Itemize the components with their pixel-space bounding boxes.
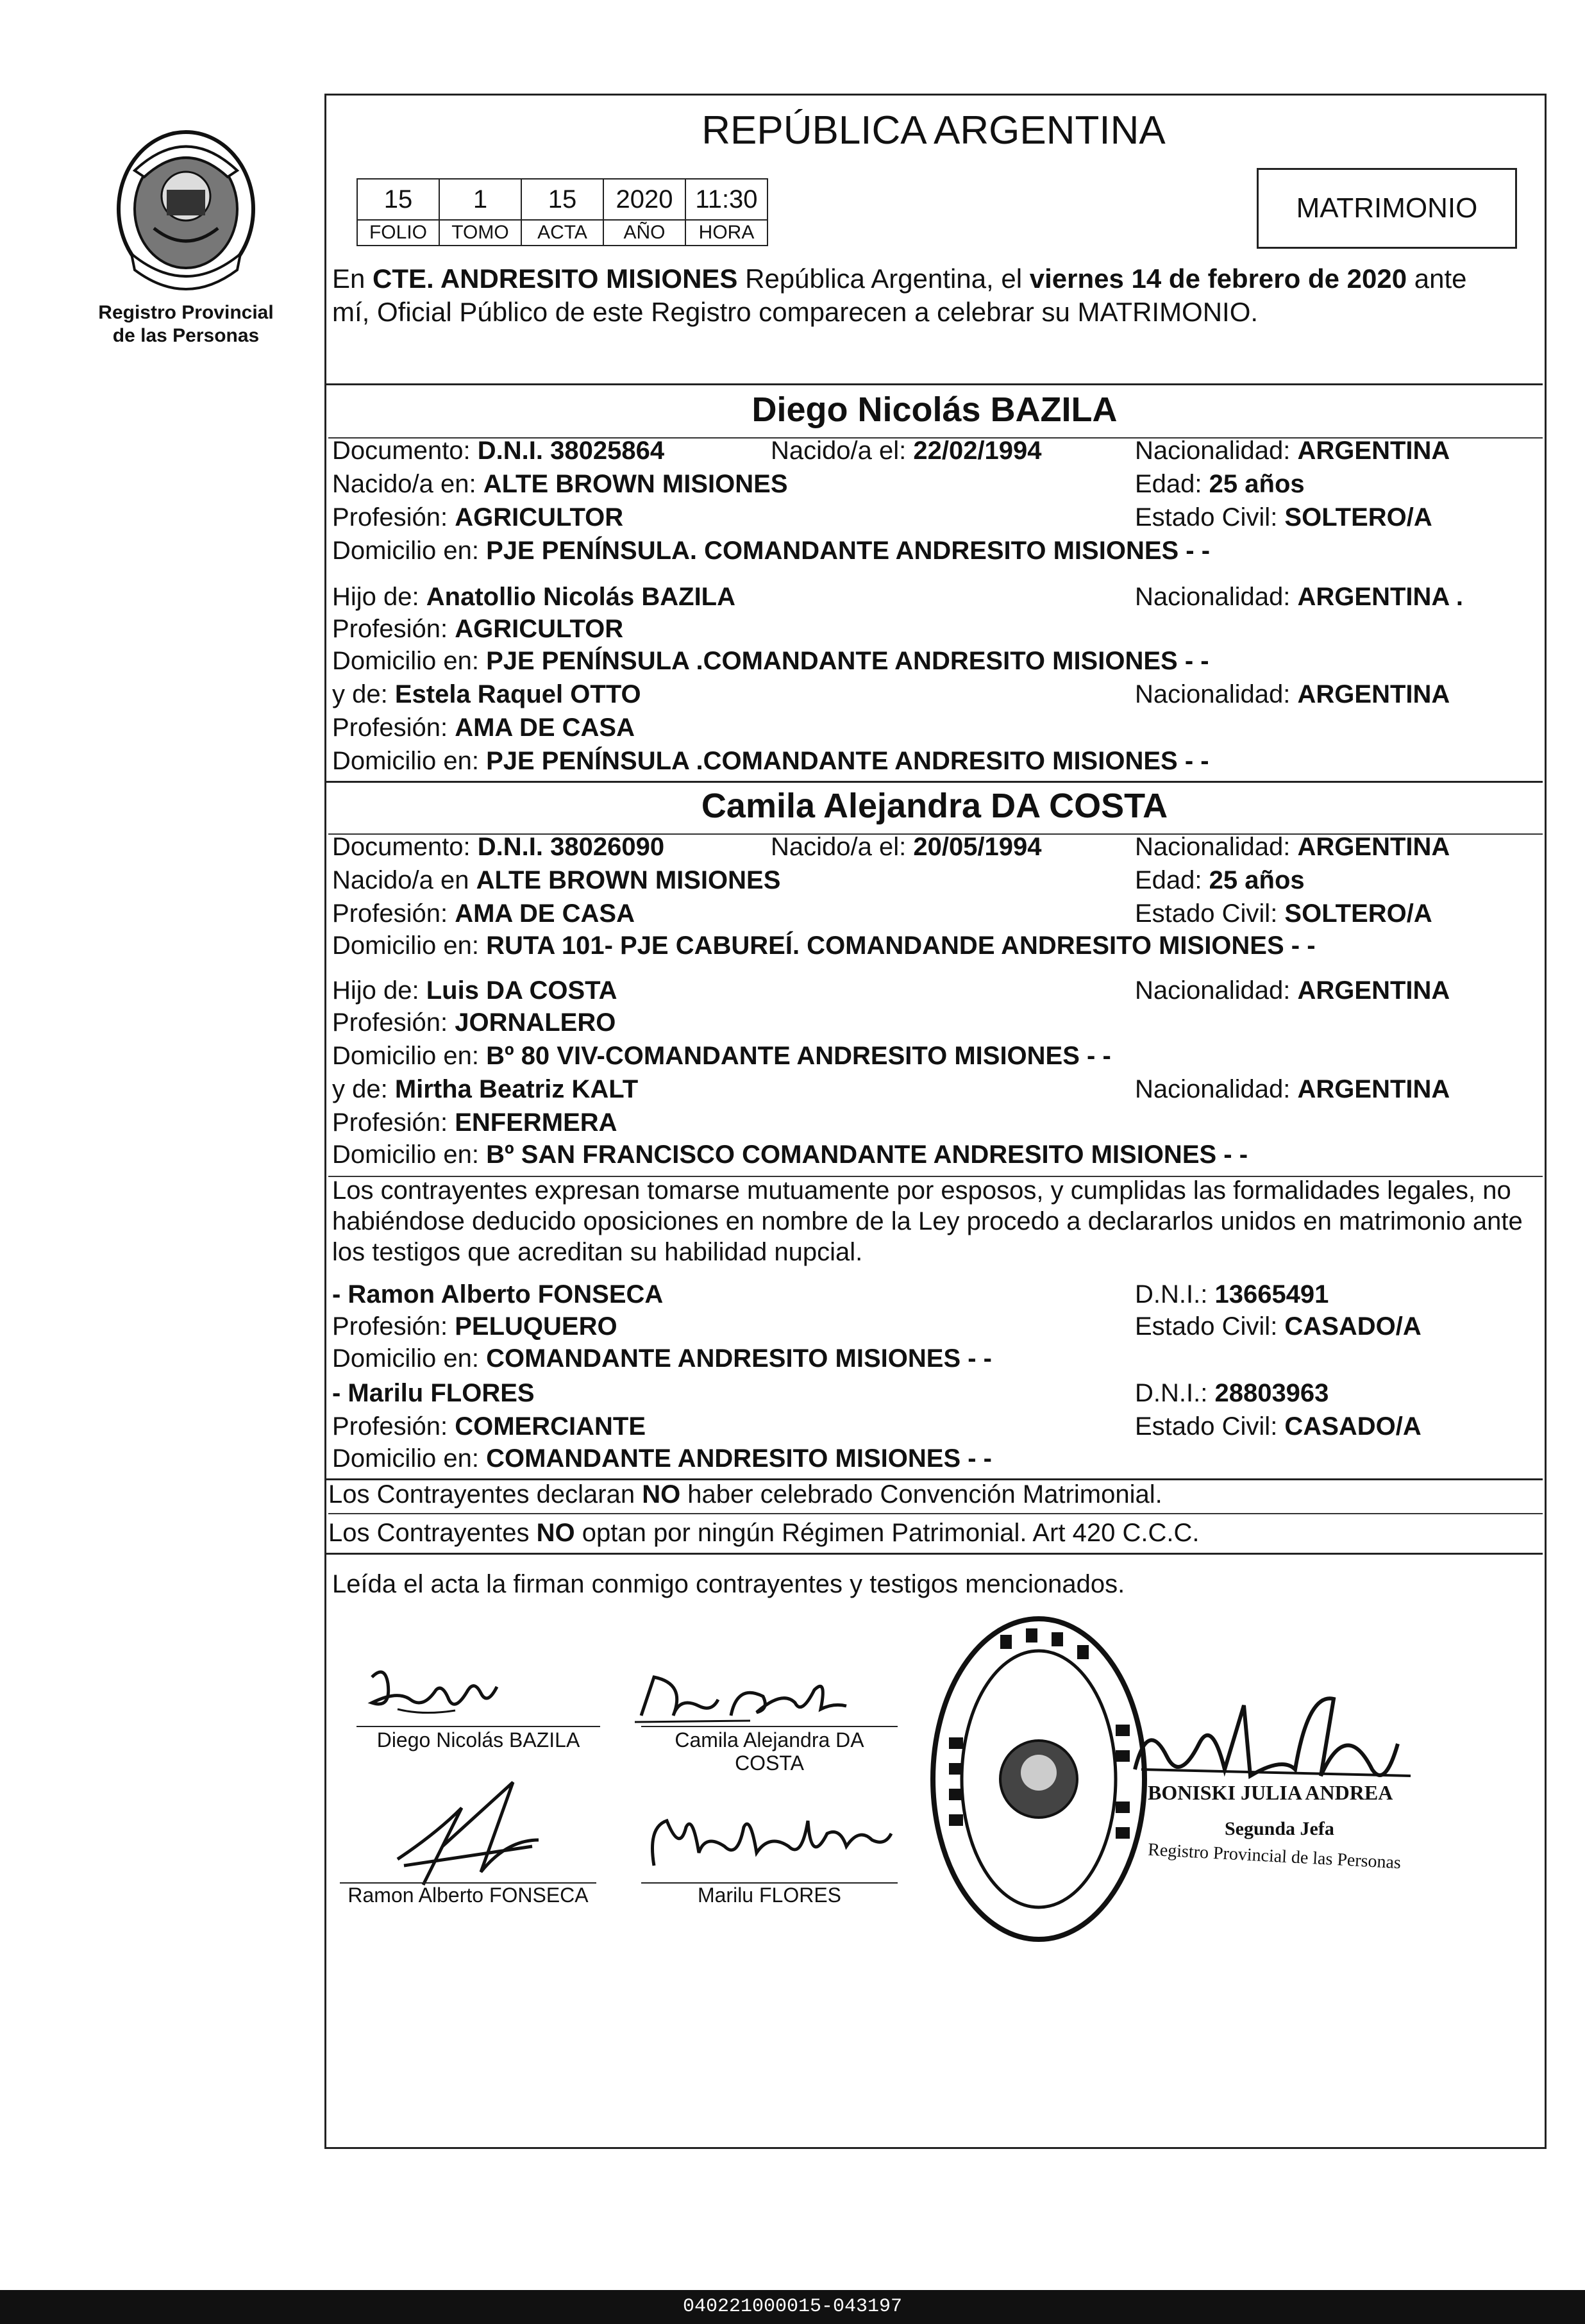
spouse2-mother: y de: Mirtha Beatriz KALT <box>332 1075 639 1103</box>
acta-value: 15 <box>521 179 603 220</box>
spouse2-profesion: Profesión: AMA DE CASA <box>332 899 635 928</box>
misiones-seal-icon <box>109 126 263 292</box>
spouse1-mother-domicilio: Domicilio en: PJE PENÍNSULA .COMANDANTE ANDRESITO MISIONES - - <box>332 747 1209 775</box>
spouse2-mother-nacionalidad: Nacionalidad: ARGENTINA <box>1135 1075 1450 1103</box>
spouse2-nacido-el: Nacido/a el: 20/05/1994 <box>771 833 1042 861</box>
spouse1-nacionalidad: Nacionalidad: ARGENTINA <box>1135 437 1450 465</box>
witness1-domicilio: Domicilio en: COMANDANTE ANDRESITO MISIONES - - <box>332 1344 992 1373</box>
spouse1-domicilio: Domicilio en: PJE PENÍNSULA. COMANDANTE ANDRESITO MISIONES - - <box>332 537 1211 565</box>
witness2-domicilio: Domicilio en: COMANDANTE ANDRESITO MISIONES - - <box>332 1444 992 1473</box>
tomo-label: TOMO <box>439 220 521 246</box>
intro-line-2: mí, Oficial Público de este Registro comparecen a celebrar su MATRIMONIO. <box>332 297 1259 327</box>
folio-value: 15 <box>357 179 439 220</box>
official-stamp-icon <box>923 1609 1154 1949</box>
intro-date: viernes 14 de febrero de 2020 <box>1029 263 1407 294</box>
witness1-name: - Ramon Alberto FONSECA <box>332 1280 664 1308</box>
spouse2-nacionalidad: Nacionalidad: ARGENTINA <box>1135 833 1450 861</box>
signature-label-camila: Camila Alejandra DA COSTA <box>675 1728 864 1775</box>
witness1-dni: D.N.I.: 13665491 <box>1135 1280 1329 1308</box>
folio-label: FOLIO <box>357 220 439 246</box>
spouse1-documento: Documento: D.N.I. 38025864 <box>332 437 665 465</box>
signature-ramon-icon <box>385 1769 551 1898</box>
signature-label-diego: Diego Nicolás BAZILA <box>376 1728 580 1751</box>
witness2-dni: D.N.I.: 28803963 <box>1135 1379 1329 1407</box>
spouse2-mother-profesion: Profesión: ENFERMERA <box>332 1108 617 1137</box>
spouse2-father-domicilio: Domicilio en: Bº 80 VIV-COMANDANTE ANDRESITO MISIONES - - <box>332 1042 1111 1070</box>
spouse1-name: Diego Nicolás BAZILA <box>751 390 1118 429</box>
spouse1-mother: y de: Estela Raquel OTTO <box>332 680 641 708</box>
anio-value: 2020 <box>603 179 685 220</box>
spouse2-father-profesion: Profesión: JORNALERO <box>332 1008 616 1037</box>
spouse1-father-nacionalidad: Nacionalidad: ARGENTINA . <box>1135 583 1464 611</box>
hora-value: 11:30 <box>685 179 767 220</box>
spouse1-mother-nacionalidad: Nacionalidad: ARGENTINA <box>1135 680 1450 708</box>
tomo-value: 1 <box>439 179 521 220</box>
convention-line-2: Los Contrayentes NO optan por ningún Régimen Patrimonial. Art 420 C.C.C. <box>328 1519 1200 1547</box>
act-type: MATRIMONIO <box>1296 192 1478 224</box>
footer-code: 040221000015-043197 <box>0 2290 1585 2324</box>
country-title: REPÚBLICA ARGENTINA <box>701 108 1166 153</box>
signature-label-marilu: Marilu FLORES <box>697 1884 842 1907</box>
acta-label: ACTA <box>521 220 603 246</box>
anio-label: AÑO <box>603 220 685 246</box>
declaration-line-2: habiéndose deducido oposiciones en nombre de la Ley procedo a declararlos unidos en matrimonio ante <box>332 1207 1523 1235</box>
hora-label: HORA <box>685 220 767 246</box>
signature-line <box>356 1726 600 1727</box>
spouse2-nacido-en: Nacido/a en ALTE BROWN MISIONES <box>332 866 781 894</box>
witness2-estado-civil: Estado Civil: CASADO/A <box>1135 1412 1421 1441</box>
spouse2-father: Hijo de: Luis DA COSTA <box>332 976 617 1005</box>
divider <box>324 1553 1543 1555</box>
divider <box>324 781 1543 783</box>
signature-diego-icon <box>359 1664 526 1722</box>
signature-marilu-icon <box>641 1802 898 1878</box>
closing-statement: Leída el acta la firman conmigo contrayentes y testigos mencionados. <box>332 1570 1125 1598</box>
spouse1-profesion: Profesión: AGRICULTOR <box>332 503 624 531</box>
signature-camila-icon <box>635 1671 866 1728</box>
spouse2-estado-civil: Estado Civil: SOLTERO/A <box>1135 899 1432 928</box>
divider <box>324 383 1543 385</box>
signature-label-ramon: Ramon Alberto FONSECA <box>348 1884 589 1907</box>
signature-line <box>641 1726 898 1727</box>
intro-line-1: En CTE. ANDRESITO MISIONES República Argentina, el viernes 14 de febrero de 2020 ante <box>332 263 1467 294</box>
spouse1-mother-profesion: Profesión: AMA DE CASA <box>332 714 635 742</box>
witness2-profesion: Profesión: COMERCIANTE <box>332 1412 646 1441</box>
spouse1-edad: Edad: 25 años <box>1135 470 1305 498</box>
spouse2-name: Camila Alejandra DA COSTA <box>701 787 1168 825</box>
registry-name: Registro Provincial de las Personas <box>98 302 274 346</box>
spouse1-estado-civil: Estado Civil: SOLTERO/A <box>1135 503 1432 531</box>
registry-logo <box>109 126 263 292</box>
spouse2-edad: Edad: 25 años <box>1135 866 1305 894</box>
declaration-line-1: Los contrayentes expresan tomarse mutuamente por esposos, y cumplidas las formalidades legales, no <box>332 1176 1511 1205</box>
officer-office: Registro Provincial de las Personas <box>1147 1839 1402 1873</box>
record-table <box>356 178 768 246</box>
spouse2-documento: Documento: D.N.I. 38026090 <box>332 833 665 861</box>
spouse1-father-domicilio: Domicilio en: PJE PENÍNSULA .COMANDANTE ANDRESITO MISIONES - - <box>332 647 1209 675</box>
spouse2-father-nacionalidad: Nacionalidad: ARGENTINA <box>1135 976 1450 1005</box>
spouse1-nacido-el: Nacido/a el: 22/02/1994 <box>771 437 1042 465</box>
spouse1-father-profesion: Profesión: AGRICULTOR <box>332 615 624 643</box>
act-type-box <box>1257 168 1517 249</box>
divider <box>328 1513 1543 1514</box>
spouse1-father: Hijo de: Anatollio Nicolás BAZILA <box>332 583 735 611</box>
witness1-estado-civil: Estado Civil: CASADO/A <box>1135 1312 1421 1341</box>
declaration-line-3: los testigos que acreditan su habilidad nupcial. <box>332 1238 863 1266</box>
witness1-profesion: Profesión: PELUQUERO <box>332 1312 617 1341</box>
officer-name: BONISKI JULIA ANDREA <box>1148 1781 1393 1804</box>
spouse2-mother-domicilio: Domicilio en: Bº SAN FRANCISCO COMANDANTE ANDRESITO MISIONES - - <box>332 1141 1248 1169</box>
witness2-name: - Marilu FLORES <box>332 1379 535 1407</box>
convention-line-1: Los Contrayentes declaran NO haber celebrado Convención Matrimonial. <box>328 1480 1162 1509</box>
intro-place: CTE. ANDRESITO MISIONES <box>373 263 738 294</box>
spouse1-nacido-en: Nacido/a en: ALTE BROWN MISIONES <box>332 470 788 498</box>
officer-role: Segunda Jefa <box>1225 1818 1334 1839</box>
spouse2-domicilio: Domicilio en: RUTA 101- PJE CABUREÍ. COMANDANDE ANDRESITO MISIONES - - <box>332 932 1316 960</box>
